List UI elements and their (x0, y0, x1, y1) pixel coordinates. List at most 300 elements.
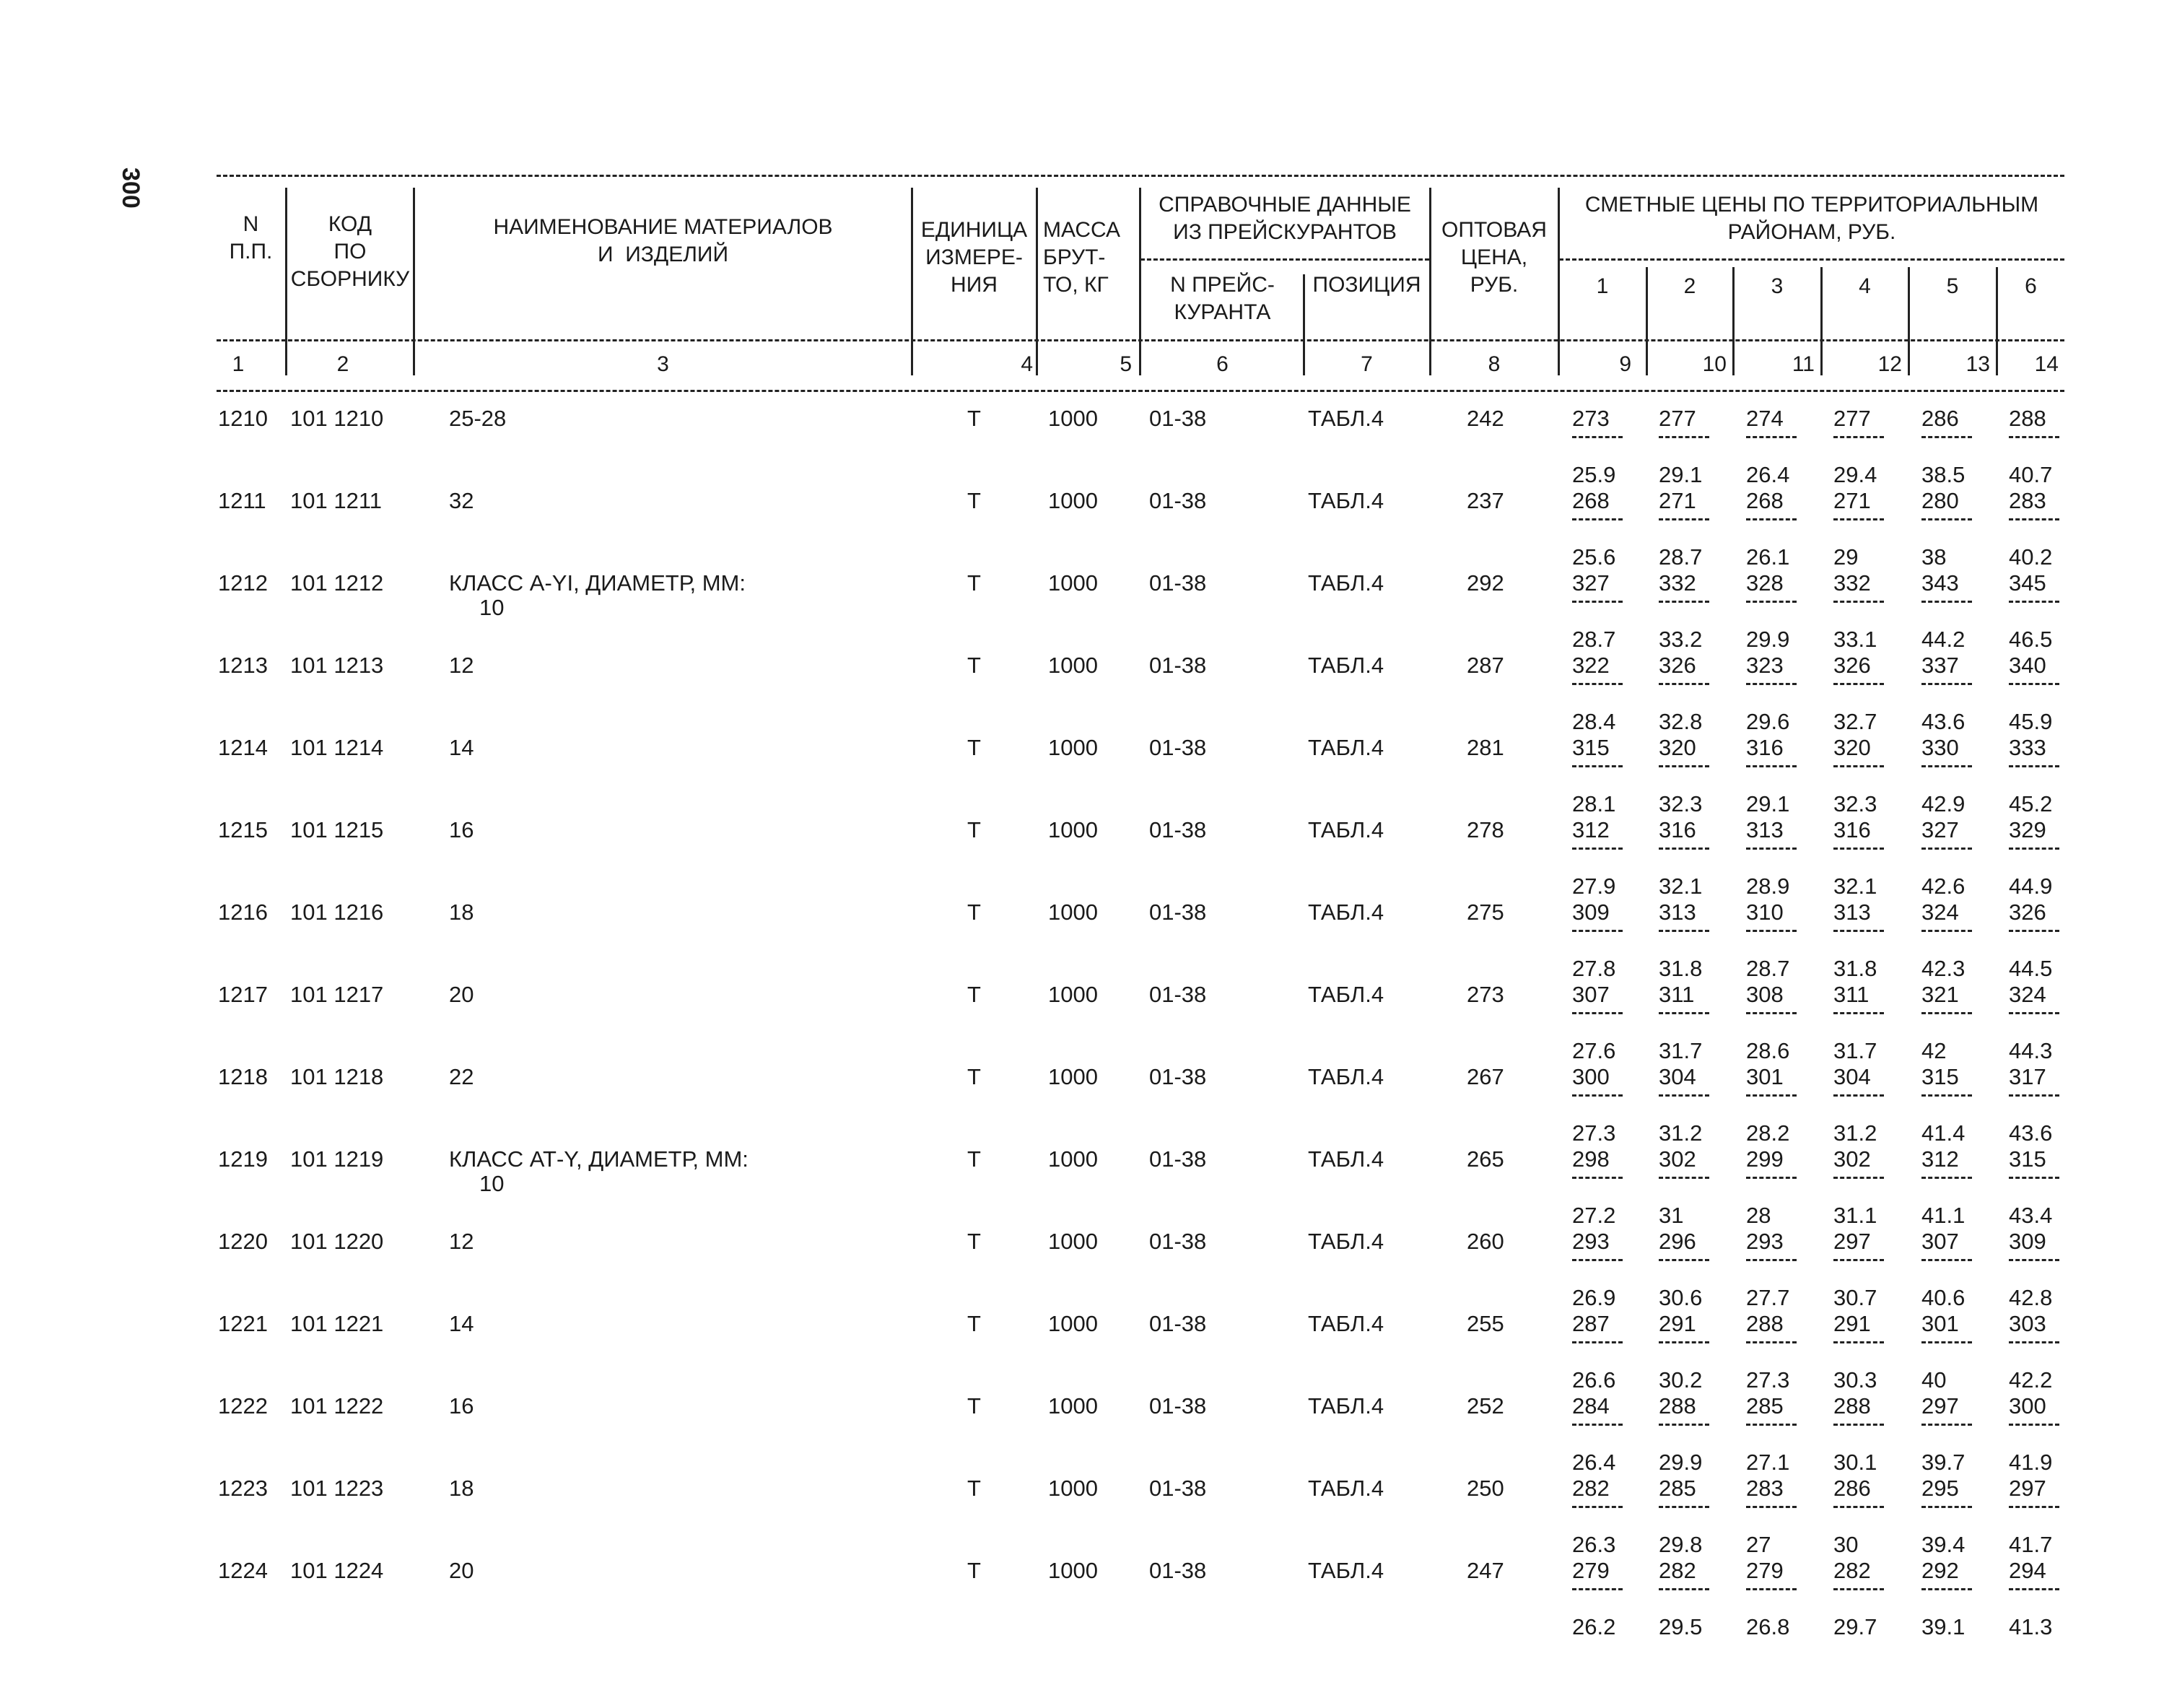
table-row (0, 1064, 2177, 1146)
region-price-secondary: 29.1 (1659, 462, 1703, 487)
fraction-bar (1833, 436, 1884, 438)
fraction-bar (1572, 1012, 1623, 1014)
region-price: 332 (1833, 570, 1871, 596)
col-num: 8 (1488, 352, 1501, 376)
row-mass: 1000 (1048, 1311, 1098, 1336)
header-code: КОД ПО СБОРНИКУ (290, 212, 410, 291)
row-position: ТАБЛ.4 (1308, 1229, 1384, 1254)
fraction-bar (1746, 1588, 1797, 1590)
region-price: 340 (2009, 653, 2046, 678)
region-price: 271 (1833, 488, 1871, 513)
fraction-bar (1746, 1506, 1797, 1508)
region-price-secondary: 29.9 (1746, 627, 1790, 652)
header-wholesale: ОПТОВАЯ ЦЕНА, РУБ. (1441, 218, 1547, 297)
row-unit: Т (967, 735, 981, 760)
row-pricelist: 01-38 (1149, 653, 1207, 678)
row-position: ТАБЛ.4 (1308, 817, 1384, 842)
region-price: 343 (1921, 570, 1959, 596)
row-name: КЛАСС А-YI, ДИАМЕТР, ММ: (449, 570, 746, 596)
row-code: 101 1210 (290, 406, 384, 431)
region-price-secondary: 27.3 (1572, 1120, 1616, 1146)
row-mass: 1000 (1048, 1558, 1098, 1583)
row-name: 16 (449, 817, 474, 842)
region-price-secondary: 41.4 (1921, 1120, 1966, 1146)
row-name: 12 (449, 1229, 474, 1254)
fraction-bar (1659, 848, 1709, 850)
fraction-bar (2009, 1424, 2059, 1426)
region-price: 328 (1746, 570, 1784, 596)
region-num: 1 (1596, 274, 1609, 298)
fraction-bar (1921, 1506, 1972, 1508)
fraction-bar (1746, 518, 1797, 520)
region-price-secondary: 30.1 (1833, 1450, 1877, 1475)
row-unit: Т (967, 488, 981, 513)
row-code: 101 1224 (290, 1558, 384, 1583)
row-wholesale-price: 287 (1467, 653, 1504, 678)
row-number: 1224 (218, 1558, 268, 1583)
region-price-secondary: 45.9 (2009, 709, 2053, 734)
fraction-bar (2009, 1259, 2059, 1261)
region-price-secondary: 31 (1659, 1203, 1684, 1228)
region-price-secondary: 28.7 (1659, 544, 1703, 570)
fraction-bar (1833, 1424, 1884, 1426)
fraction-bar (2009, 518, 2059, 520)
row-wholesale-price: 260 (1467, 1229, 1504, 1254)
row-number: 1213 (218, 653, 268, 678)
fraction-bar (1921, 1341, 1972, 1343)
region-price-secondary: 44.9 (2009, 873, 2053, 899)
region-price-secondary: 33.1 (1833, 627, 1877, 652)
fraction-bar (1921, 1012, 1972, 1014)
fraction-bar (1746, 930, 1797, 932)
row-mass: 1000 (1048, 899, 1098, 925)
header-position: ПОЗИЦИЯ (1312, 273, 1421, 297)
fraction-bar (1921, 518, 1972, 520)
region-price-secondary: 43.6 (1921, 709, 1966, 734)
fraction-bar (1833, 1177, 1884, 1179)
region-price-secondary: 26.4 (1572, 1450, 1616, 1475)
region-price-secondary: 27.2 (1572, 1203, 1616, 1228)
region-price: 315 (1572, 735, 1610, 760)
fraction-bar (1921, 601, 1972, 603)
region-price: 298 (1572, 1146, 1610, 1172)
region-price-secondary: 40.2 (2009, 544, 2053, 570)
region-price-secondary: 30.6 (1659, 1285, 1703, 1310)
row-mass: 1000 (1048, 570, 1098, 596)
fraction-bar (1833, 518, 1884, 520)
fraction-bar (1833, 1341, 1884, 1343)
row-pricelist: 01-38 (1149, 817, 1207, 842)
region-price-secondary: 29.6 (1746, 709, 1790, 734)
row-number: 1211 (218, 488, 266, 513)
table-row (0, 1476, 2177, 1558)
fraction-bar (1659, 518, 1709, 520)
region-price: 321 (1921, 982, 1959, 1007)
region-price-secondary: 28.4 (1572, 709, 1616, 734)
region-price: 309 (2009, 1229, 2046, 1254)
row-position: ТАБЛ.4 (1308, 1146, 1384, 1172)
region-price-secondary: 25.6 (1572, 544, 1616, 570)
region-price-secondary: 32.3 (1833, 791, 1877, 816)
fraction-bar (2009, 930, 2059, 932)
fraction-bar (1833, 683, 1884, 685)
fraction-bar (1921, 1094, 1972, 1097)
region-price: 300 (2009, 1393, 2046, 1419)
region-price-secondary: 30.3 (1833, 1367, 1877, 1393)
region-sub-rule (1559, 258, 2064, 261)
region-price-secondary: 31.7 (1833, 1038, 1877, 1063)
row-mass: 1000 (1048, 982, 1098, 1007)
region-price: 297 (2009, 1476, 2046, 1501)
region-price-secondary: 27 (1746, 1532, 1771, 1557)
fraction-bar (1659, 1094, 1709, 1097)
region-price-secondary: 30.2 (1659, 1367, 1703, 1393)
col-num: 7 (1361, 352, 1373, 376)
region-price-secondary: 45.2 (2009, 791, 2053, 816)
row-name: 14 (449, 735, 474, 760)
region-price-secondary: 28.6 (1746, 1038, 1790, 1063)
region-price: 337 (1921, 653, 1959, 678)
fraction-bar (1659, 1012, 1709, 1014)
region-price: 307 (1921, 1229, 1959, 1254)
fraction-bar (1572, 436, 1623, 438)
col-num: 9 (1619, 352, 1631, 376)
region-price-secondary: 27.1 (1746, 1450, 1790, 1475)
row-position: ТАБЛ.4 (1308, 1558, 1384, 1583)
fraction-bar (1833, 765, 1884, 767)
fraction-bar (1572, 848, 1623, 850)
region-price-secondary: 32.8 (1659, 709, 1703, 734)
row-name: 25-28 (449, 406, 507, 431)
table-row (0, 899, 2177, 982)
region-price-secondary: 31.7 (1659, 1038, 1703, 1063)
row-number: 1219 (218, 1146, 268, 1172)
table-row (0, 570, 2177, 653)
region-price: 329 (2009, 817, 2046, 842)
row-number: 1222 (218, 1393, 268, 1419)
region-price: 302 (1833, 1146, 1871, 1172)
region-price: 291 (1659, 1311, 1696, 1336)
region-price: 287 (1572, 1311, 1610, 1336)
region-price-secondary: 27.8 (1572, 956, 1616, 981)
row-number: 1220 (218, 1229, 268, 1254)
fraction-bar (1572, 1094, 1623, 1097)
fraction-bar (1572, 601, 1623, 603)
row-position: ТАБЛ.4 (1308, 1311, 1384, 1336)
row-position: ТАБЛ.4 (1308, 735, 1384, 760)
row-code: 101 1211 (290, 488, 382, 513)
region-num: 3 (1771, 274, 1784, 298)
region-price-secondary: 30.7 (1833, 1285, 1877, 1310)
row-position: ТАБЛ.4 (1308, 406, 1384, 431)
fraction-bar (1921, 848, 1972, 850)
region-price: 285 (1659, 1476, 1696, 1501)
col-num: 4 (1021, 352, 1033, 376)
row-unit: Т (967, 817, 981, 842)
row-unit: Т (967, 406, 981, 431)
row-pricelist: 01-38 (1149, 899, 1207, 925)
region-price-secondary: 31.8 (1659, 956, 1703, 981)
row-code: 101 1216 (290, 899, 384, 925)
row-position: ТАБЛ.4 (1308, 653, 1384, 678)
table-row (0, 1558, 2177, 1640)
region-price-secondary: 31.2 (1659, 1120, 1703, 1146)
region-price: 294 (2009, 1558, 2046, 1583)
header-top-rule (217, 175, 2064, 177)
fraction-bar (1746, 765, 1797, 767)
region-price: 277 (1833, 406, 1871, 431)
row-wholesale-price: 275 (1467, 899, 1504, 925)
region-price-secondary: 28 (1746, 1203, 1771, 1228)
row-number: 1212 (218, 570, 268, 596)
region-price: 310 (1746, 899, 1784, 925)
row-mass: 1000 (1048, 1476, 1098, 1501)
fraction-bar (1659, 1506, 1709, 1508)
region-price-secondary: 26.3 (1572, 1532, 1616, 1557)
region-price-secondary: 29 (1833, 544, 1859, 570)
region-price: 288 (1833, 1393, 1871, 1419)
region-price: 271 (1659, 488, 1696, 513)
region-price: 320 (1659, 735, 1696, 760)
region-price: 277 (1659, 406, 1696, 431)
region-price-secondary: 25.9 (1572, 462, 1616, 487)
region-price: 283 (1746, 1476, 1784, 1501)
region-price-secondary: 43.6 (2009, 1120, 2053, 1146)
row-code: 101 1219 (290, 1146, 384, 1172)
region-price: 299 (1746, 1146, 1784, 1172)
region-price: 322 (1572, 653, 1610, 678)
fraction-bar (1659, 601, 1709, 603)
region-price: 274 (1746, 406, 1784, 431)
region-price-secondary: 27.3 (1746, 1367, 1790, 1393)
row-pricelist: 01-38 (1149, 1311, 1207, 1336)
region-price-secondary: 40 (1921, 1367, 1947, 1393)
row-mass: 1000 (1048, 1064, 1098, 1089)
fraction-bar (1746, 1177, 1797, 1179)
fraction-bar (1921, 1424, 1972, 1426)
row-mass: 1000 (1048, 406, 1098, 431)
row-code: 101 1212 (290, 570, 384, 596)
region-price: 304 (1833, 1064, 1871, 1089)
region-price: 311 (1833, 982, 1870, 1007)
fraction-bar (1746, 1341, 1797, 1343)
fraction-bar (1746, 848, 1797, 850)
region-price-secondary: 30 (1833, 1532, 1859, 1557)
row-name: 16 (449, 1393, 474, 1419)
page-number: 300 (117, 167, 144, 209)
row-name: 20 (449, 982, 474, 1007)
fraction-bar (1833, 1588, 1884, 1590)
header-mass: МАССА БРУТ- ТО, КГ (1043, 218, 1121, 297)
region-price-secondary: 39.4 (1921, 1532, 1966, 1557)
fraction-bar (1572, 1424, 1623, 1426)
row-code: 101 1221 (290, 1311, 384, 1336)
region-price-secondary: 42 (1921, 1038, 1947, 1063)
row-wholesale-price: 265 (1467, 1146, 1504, 1172)
fraction-bar (1659, 1341, 1709, 1343)
region-price: 304 (1659, 1064, 1696, 1089)
region-price-secondary: 26.9 (1572, 1285, 1616, 1310)
region-price: 315 (1921, 1064, 1959, 1089)
fraction-bar (2009, 1094, 2059, 1097)
col-num: 14 (2034, 352, 2059, 376)
fraction-bar (1921, 1259, 1972, 1261)
row-pricelist: 01-38 (1149, 1476, 1207, 1501)
region-price: 345 (2009, 570, 2046, 596)
region-price-secondary: 27.7 (1746, 1285, 1790, 1310)
region-price-secondary: 44.3 (2009, 1038, 2053, 1063)
fraction-bar (2009, 1506, 2059, 1508)
region-price-secondary: 43.4 (2009, 1203, 2053, 1228)
fraction-bar (1746, 1094, 1797, 1097)
table-row (0, 1146, 2177, 1229)
fraction-bar (1572, 1341, 1623, 1343)
fraction-bar (1659, 683, 1709, 685)
region-price-secondary: 27.6 (1572, 1038, 1616, 1063)
fraction-bar (1833, 1259, 1884, 1261)
fraction-bar (1833, 930, 1884, 932)
region-price-secondary: 29.4 (1833, 462, 1877, 487)
row-position: ТАБЛ.4 (1308, 488, 1384, 513)
region-price: 326 (1659, 653, 1696, 678)
region-price-secondary: 28.7 (1746, 956, 1790, 981)
region-price: 320 (1833, 735, 1871, 760)
region-price: 279 (1746, 1558, 1784, 1583)
region-price: 313 (1659, 899, 1696, 925)
region-price: 316 (1746, 735, 1784, 760)
row-wholesale-price: 292 (1467, 570, 1504, 596)
region-price: 293 (1572, 1229, 1610, 1254)
fraction-bar (1746, 1424, 1797, 1426)
fraction-bar (1572, 683, 1623, 685)
region-price-secondary: 26.8 (1746, 1614, 1790, 1639)
col-num: 12 (1877, 352, 1902, 376)
row-mass: 1000 (1048, 488, 1098, 513)
region-price-secondary: 46.5 (2009, 627, 2053, 652)
row-name: 14 (449, 1311, 474, 1336)
region-price: 301 (1746, 1064, 1784, 1089)
row-number: 1214 (218, 735, 268, 760)
region-price: 286 (1921, 406, 1959, 431)
region-price: 288 (1659, 1393, 1696, 1419)
region-price: 297 (1833, 1229, 1871, 1254)
row-pricelist: 01-38 (1149, 1064, 1207, 1089)
region-price: 268 (1746, 488, 1784, 513)
row-position: ТАБЛ.4 (1308, 982, 1384, 1007)
row-name: КЛАСС АТ-Y, ДИАМЕТР, ММ: (449, 1146, 749, 1172)
region-price: 282 (1572, 1476, 1610, 1501)
ref-sub-rule (1140, 258, 1429, 261)
fraction-bar (1746, 683, 1797, 685)
row-wholesale-price: 252 (1467, 1393, 1504, 1419)
row-unit: Т (967, 1311, 981, 1336)
row-pricelist: 01-38 (1149, 1229, 1207, 1254)
region-price: 317 (2009, 1064, 2046, 1089)
row-position: ТАБЛ.4 (1308, 570, 1384, 596)
row-number: 1217 (218, 982, 268, 1007)
row-pricelist: 01-38 (1149, 1146, 1207, 1172)
fraction-bar (1659, 1177, 1709, 1179)
region-price: 282 (1833, 1558, 1871, 1583)
row-unit: Т (967, 1476, 981, 1501)
fraction-bar (1659, 1588, 1709, 1590)
row-pricelist: 01-38 (1149, 982, 1207, 1007)
row-unit: Т (967, 1146, 981, 1172)
row-name-line2: 10 (479, 1171, 505, 1196)
fraction-bar (2009, 436, 2059, 438)
fraction-bar (1833, 1094, 1884, 1097)
region-price-secondary: 42.3 (1921, 956, 1966, 981)
row-code: 101 1215 (290, 817, 384, 842)
region-price: 302 (1659, 1146, 1696, 1172)
fraction-bar (1659, 930, 1709, 932)
table-row (0, 406, 2177, 488)
region-price: 312 (1921, 1146, 1959, 1172)
header-n: N П.П. (229, 212, 273, 263)
region-price: 280 (1921, 488, 1959, 513)
region-price-secondary: 32.1 (1659, 873, 1703, 899)
fraction-bar (1746, 1012, 1797, 1014)
fraction-bar (1572, 518, 1623, 520)
fraction-bar (1572, 1588, 1623, 1590)
region-price-secondary: 28.7 (1572, 627, 1616, 652)
fraction-bar (1746, 436, 1797, 438)
row-pricelist: 01-38 (1149, 406, 1207, 431)
fraction-bar (1746, 601, 1797, 603)
header-pricelist: N ПРЕЙС- КУРАНТА (1170, 273, 1275, 324)
fraction-bar (2009, 1177, 2059, 1179)
row-wholesale-price: 237 (1467, 488, 1504, 513)
region-num: 6 (2025, 274, 2037, 298)
fraction-bar (1921, 436, 1972, 438)
region-price: 268 (1572, 488, 1610, 513)
row-name: 20 (449, 1558, 474, 1583)
row-position: ТАБЛ.4 (1308, 1476, 1384, 1501)
region-price-secondary: 28.2 (1746, 1120, 1790, 1146)
header-unit: ЕДИНИЦА ИЗМЕРЕ- НИЯ (920, 218, 1028, 297)
fraction-bar (2009, 601, 2059, 603)
fraction-bar (1572, 1506, 1623, 1508)
col-num: 3 (657, 352, 669, 376)
row-name-line2: 10 (479, 595, 505, 620)
region-price-secondary: 28.1 (1572, 791, 1616, 816)
row-mass: 1000 (1048, 1393, 1098, 1419)
region-price: 288 (1746, 1311, 1784, 1336)
fraction-bar (1833, 1012, 1884, 1014)
region-price-secondary: 32.7 (1833, 709, 1877, 734)
header-name: НАИМЕНОВАНИЕ МАТЕРИАЛОВ И ИЗДЕЛИЙ (493, 215, 833, 266)
header-regions: СМЕТНЫЕ ЦЕНЫ ПО ТЕРРИТОРИАЛЬНЫМ РАЙОНАМ, РУБ. (1584, 193, 2039, 244)
fraction-bar (1833, 1506, 1884, 1508)
region-num: 4 (1859, 274, 1871, 298)
row-unit: Т (967, 653, 981, 678)
row-mass: 1000 (1048, 817, 1098, 842)
row-position: ТАБЛ.4 (1308, 1064, 1384, 1089)
region-price: 324 (1921, 899, 1959, 925)
region-price: 313 (1746, 817, 1784, 842)
region-price: 333 (2009, 735, 2046, 760)
region-price: 330 (1921, 735, 1959, 760)
fraction-bar (2009, 1341, 2059, 1343)
row-number: 1216 (218, 899, 268, 925)
region-price: 316 (1659, 817, 1696, 842)
table-row (0, 817, 2177, 899)
col-num: 5 (1120, 352, 1132, 376)
region-price: 273 (1572, 406, 1610, 431)
col-num: 1 (232, 352, 245, 376)
row-code: 101 1218 (290, 1064, 384, 1089)
row-position: ТАБЛ.4 (1308, 1393, 1384, 1419)
